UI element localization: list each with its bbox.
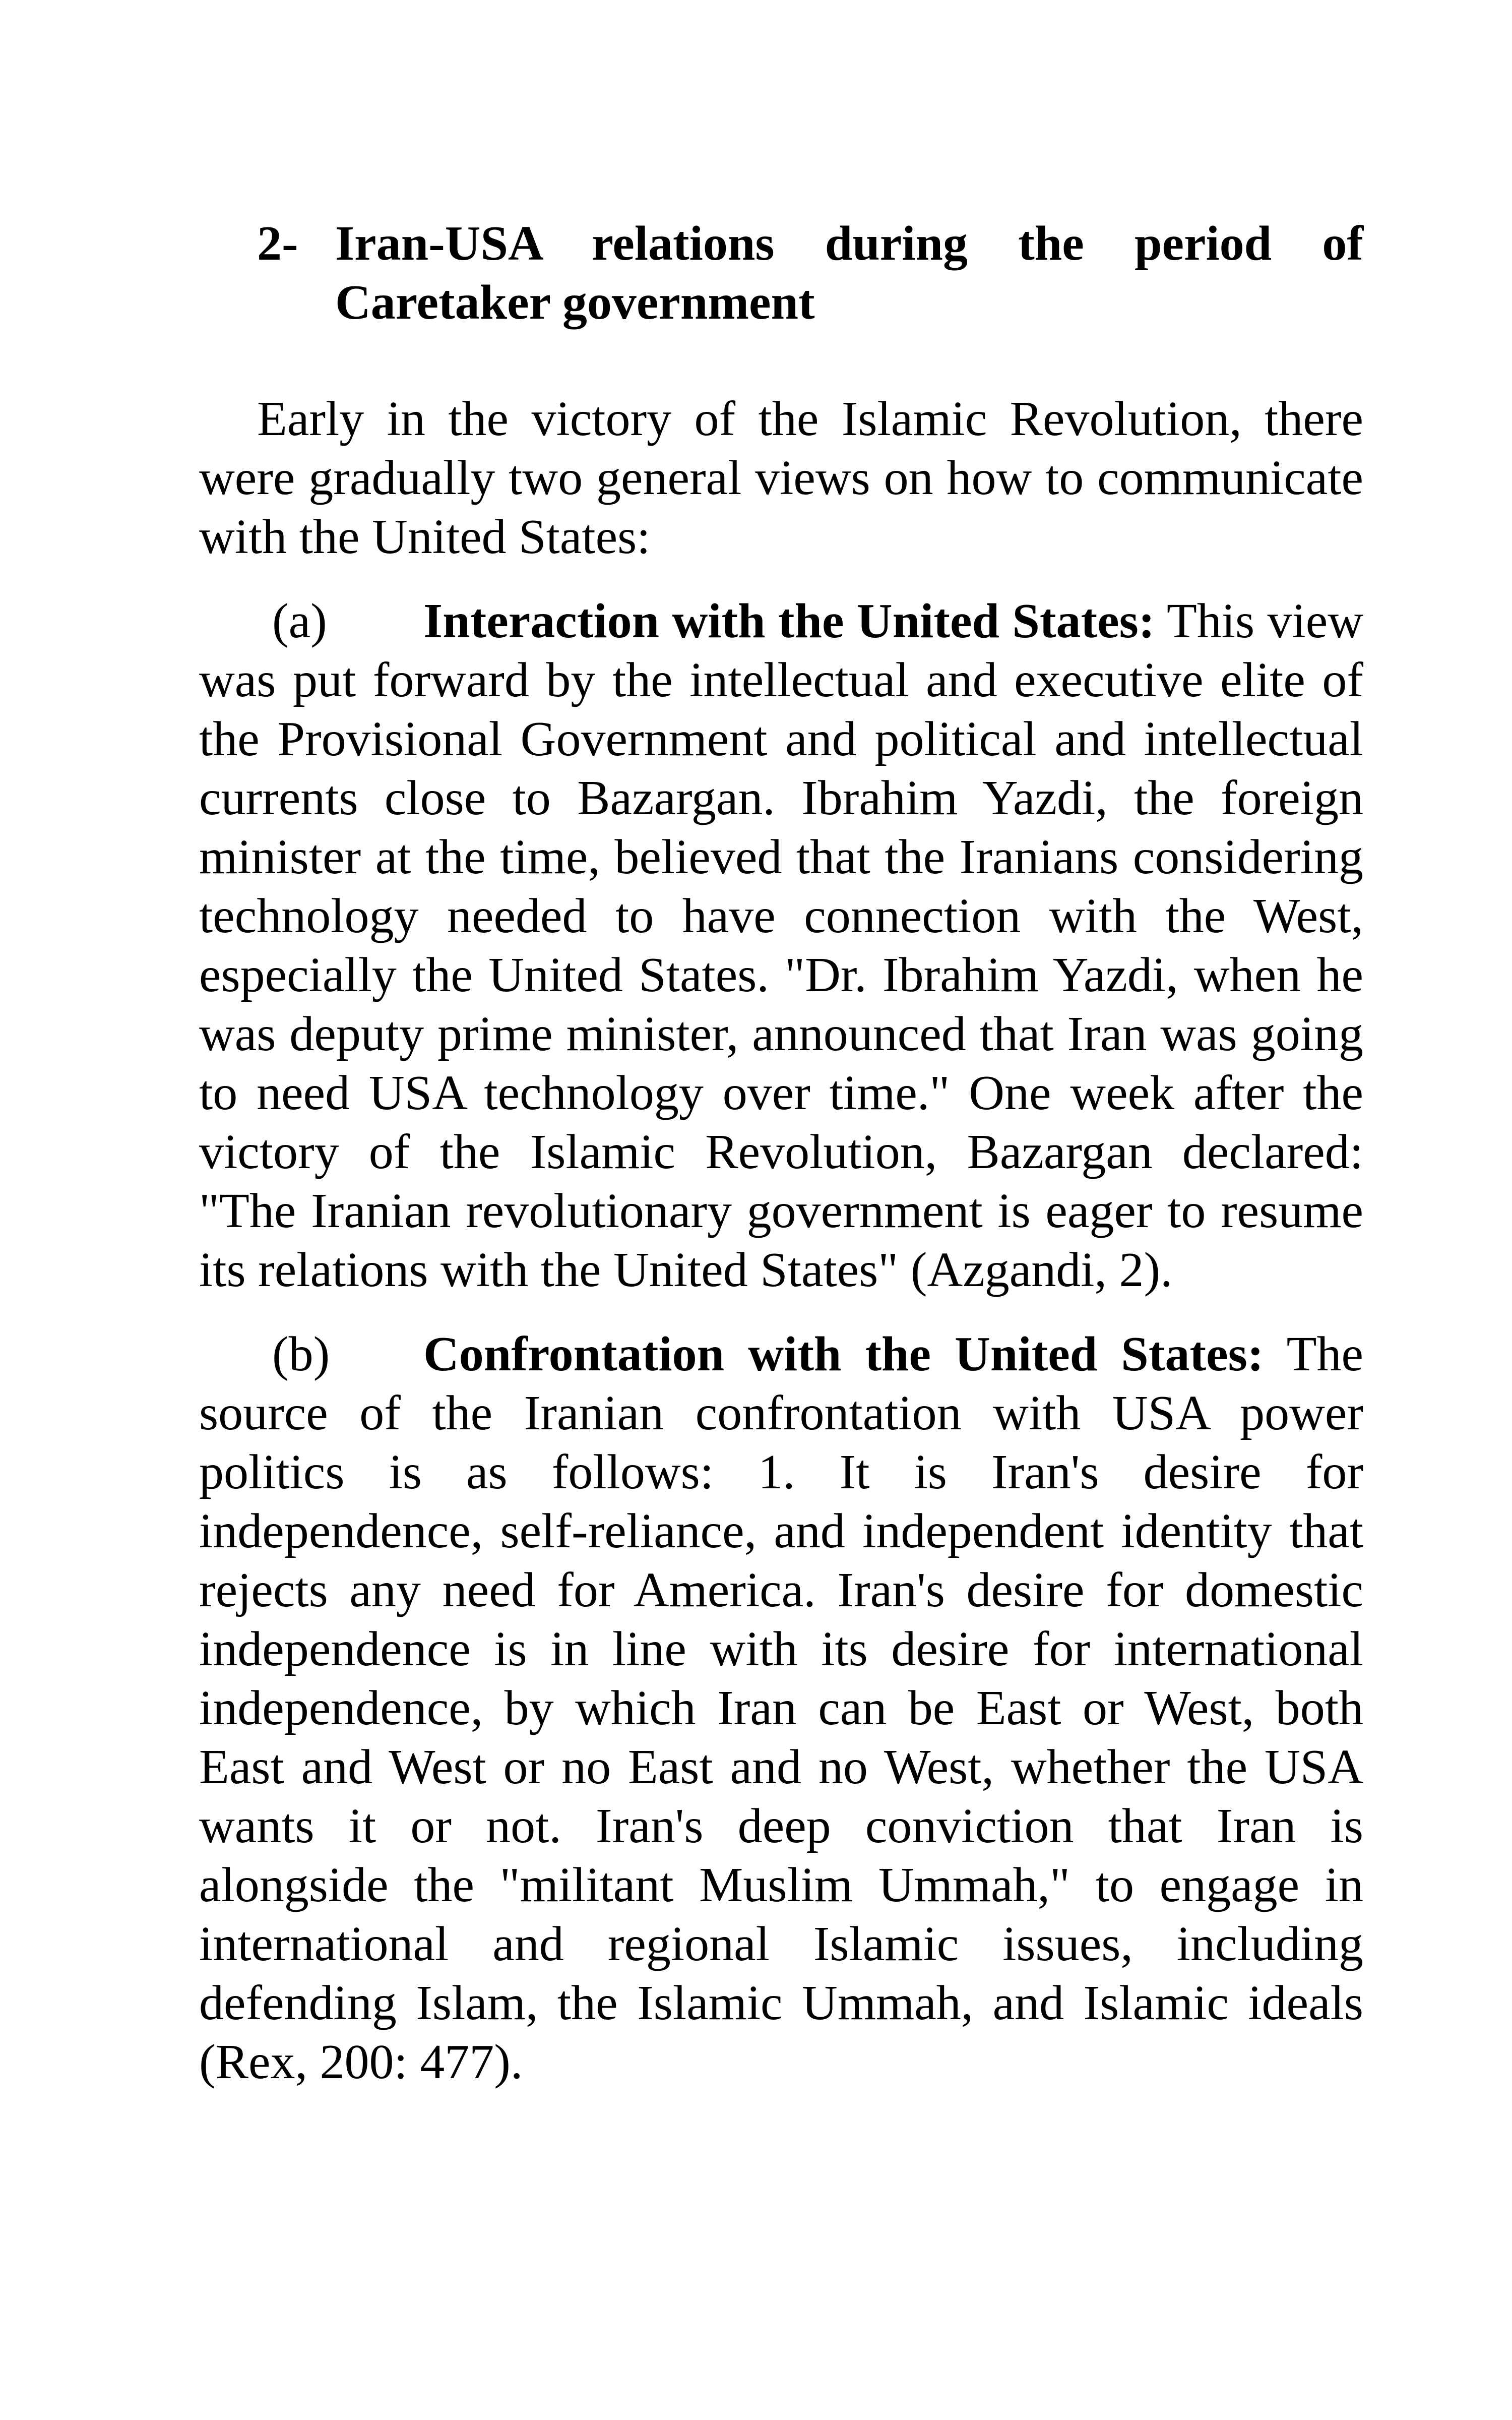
page-content [199,214,1363,2117]
section-heading [199,214,1363,332]
item-b-marker: (b) [272,1327,330,1381]
section-title: Iran-USA relations during the period of Caretaker government [335,216,1363,330]
paragraph-item-a [199,592,1363,1300]
section-number: 2- [257,216,298,271]
paragraph-item-b [199,1325,1363,2092]
item-a-lead: Interaction with the United States: [423,594,1155,648]
item-b-lead: Confrontation with the United States: [423,1327,1264,1381]
item-a-text: This view was put forward by the intellectual and executive elite of the Provisional Government and political and intellectual currents close to Bazargan. Ibrahim Yazdi, the foreign minister at the time, believed that the Iranians considering technology needed to have connection with the West, especially the United States. "Dr. Ibrahim Yazdi, when he was deputy prime minister, announced that Iran was going to need USA technology over time." One week after the victory of the Islamic Revolution, Bazargan declared: "The Iranian revolutionary government is eager to resume its relations with the United States" (Azgandi, 2). [199,594,1363,1297]
item-a-marker: (a) [272,594,327,648]
intro-paragraph: Early in the victory of the Islamic Revolution, there were gradually two general views on how to communicate with the United States: [199,392,1363,564]
item-b-text: The source of the Iranian confrontation with USA power politics is as follows: 1. It is Iran's desire for independence, self-reliance, and independent identity that rejects any need for America. Iran's desire for domestic independence is in line with its desire for international independence, by which Iran can be East or West, both East and West or no East and no West, whether the USA wants it or not. Iran's deep conviction that Iran is alongside the "militant Muslim Ummah," to engage in international and regional Islamic issues, including defending Islam, the Islamic Ummah, and Islamic ideals (Rex, 200: 477). [199,1327,1363,2089]
